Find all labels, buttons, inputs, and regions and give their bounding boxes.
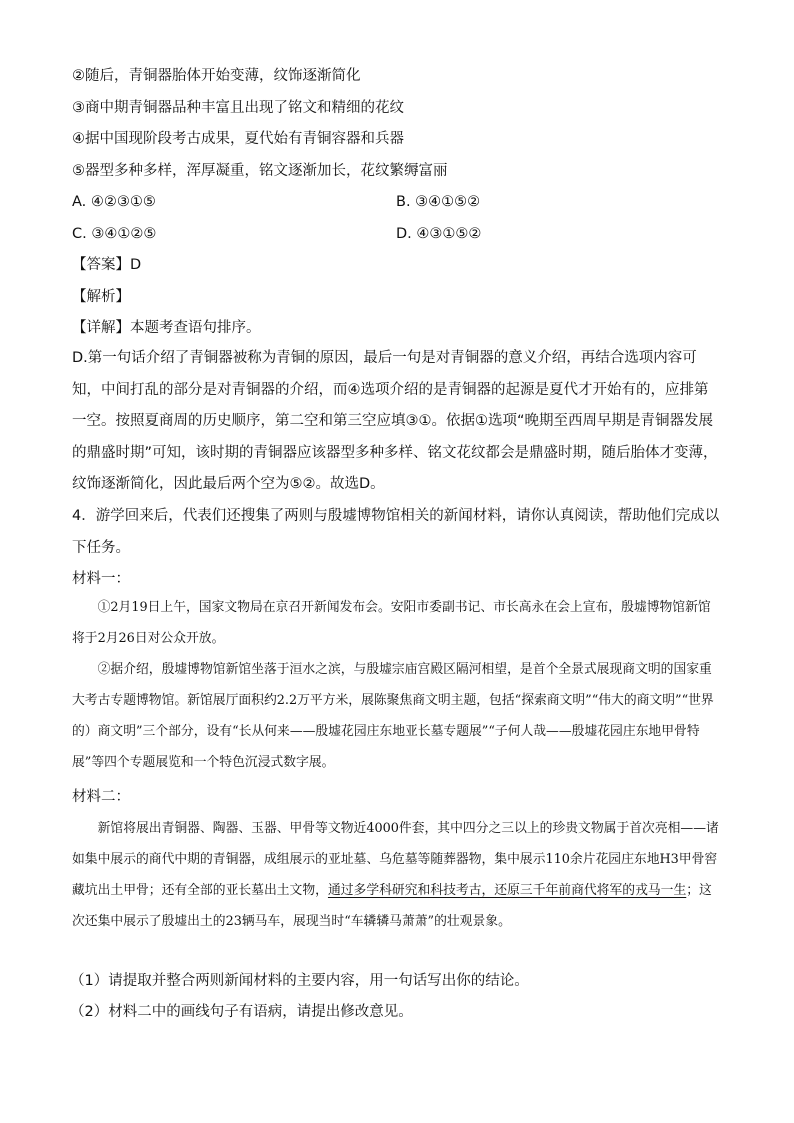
detail-line: 【详解】本题考查语句排序。 xyxy=(72,320,261,336)
material-2-underlined-sentence: 通过多学科研究和科技考古，还原三千年前商代将军的戎马一生 xyxy=(327,883,687,898)
sentence-item-4: ④据中国现阶段考古成果，夏代始有青铜容器和兵器 xyxy=(72,131,404,147)
material-1-paragraph-2: ②据介绍，殷墟博物馆新馆坐落于洹水之滨，与殷墟宗庙宫殿区隔河相望，是首个全景式展现商文明的国家重大考古专题博物馆。新馆展厅面积约2.2万平方米，展陈聚焦商文明主题，包括“探索商文明”“伟大的商文明”“世界的）商文明”三个部分，设有“长从何来——殷墟花园庄东地亚长墓专题展”“子何人哉——殷墟花园庄东地甲骨特展”等四个专题展览和一个特色沉浸式数字展。 xyxy=(72,662,714,770)
sentence-item-2: ②随后，青铜器胎体开始变薄，纹饰逐渐简化 xyxy=(72,68,361,84)
sentence-item-5: ⑤器型多种多样，浑厚凝重，铭文逐渐加长，花纹繁缛富丽 xyxy=(72,163,448,179)
subquestion-1: （1）请提取并整合两则新闻材料的主要内容，用一句话写出你的结论。 xyxy=(70,973,529,989)
material-1-label: 材料一： xyxy=(72,571,130,587)
material-2-text-before: 新馆将展出青铜器、陶器、玉器、甲骨等文物近4000件套，其中四分之三以上的珍贵文物属于首次亮相——诸如集中展示的商代中期的青铜器，成组展示的亚址墓、乌危墓等随葬器物，集中展示110余片花园庄东地H3甲骨窖藏坑出土甲骨；还有全部的亚长墓出土文物， xyxy=(72,821,719,898)
subquestion-2: （2）材料二中的画线句子有语病，请提出修改意见。 xyxy=(70,1004,413,1020)
question-4-prompt: 4．游学回来后，代表们还搜集了两则与殷墟博物馆相关的新闻材料，请你认真阅读，帮助他们完成以下任务。 xyxy=(72,508,720,556)
option-a: A. ④②③①⑤ xyxy=(72,194,156,210)
option-b: B. ③④①⑤② xyxy=(396,194,481,210)
material-1-paragraph-1: ①2月19日上午，国家文物局在京召开新闻发布会。安阳市委副书记、市长高永在会上宣布，殷墟博物馆新馆将于2月26日对公众开放。 xyxy=(72,600,711,646)
material-2-label: 材料二： xyxy=(72,789,130,805)
material-2-text-after: ；这次还集中展示了殷墟出土的23辆马车，展现当时“车辚辚马萧萧”的壮观景象。 xyxy=(72,883,712,929)
option-c: C. ③④①②⑤ xyxy=(72,226,157,242)
option-d: D. ④③①⑤② xyxy=(396,226,482,242)
sentence-item-3: ③商中期青铜器品种丰富且出现了铭文和精细的花纹 xyxy=(72,100,404,116)
material-2-paragraph xyxy=(72,813,722,937)
explanation-paragraph: D.第一句话介绍了青铜器被称为青铜的原因，最后一句是对青铜器的意义介绍，再结合选项内容可知，中间打乱的部分是对青铜器的介绍，而④选项介绍的是青铜器的起源是夏代才开始有的，应排第一空。按照夏商周的历史顺序，第二空和第三空应填③①。依据①选项“晚期至西周早期是青铜器发展的鼎盛时期”可知，该时期的青铜器应该器型多种多样、铭文花纹都会是鼎盛时期，随后胎体才变薄，纹饰逐渐简化，因此最后两个空为⑤②。故选D。 xyxy=(72,350,718,492)
analysis-heading: 【解析】 xyxy=(72,289,130,305)
answer: 【答案】D xyxy=(72,257,142,273)
